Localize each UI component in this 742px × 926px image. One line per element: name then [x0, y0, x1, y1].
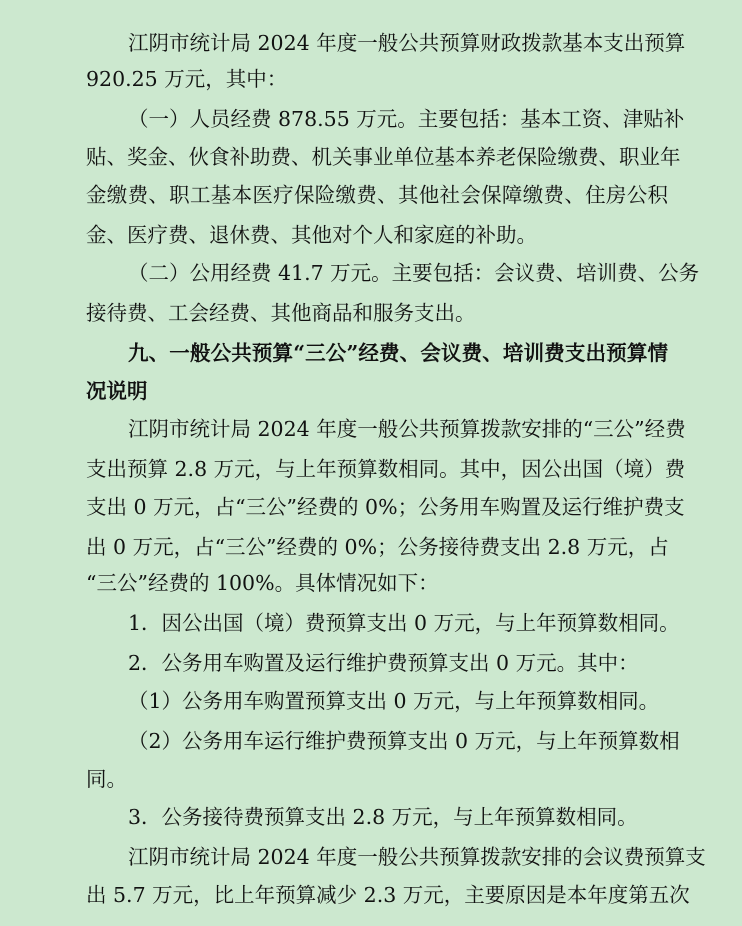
text-line-8: 接待费、工会经费、其他商品和服务支出。 — [86, 301, 476, 325]
text-line-20: 同。 — [86, 767, 127, 791]
text-line-17: 2．公务用车购置及运行维护费预算支出 0 万元。其中： — [128, 651, 639, 675]
text-line-14: 出 0 万元，占“三公”经费的 0%；公务接待费支出 2.8 万元，占 — [86, 535, 669, 559]
text-line-5: 金缴费、职工基本医疗保险缴费、其他社会保障缴费、住房公积 — [86, 183, 668, 207]
text-line-23: 出 5.7 万元，比上年预算减少 2.3 万元，主要原因是本年度第五次 — [86, 883, 690, 907]
text-line-16: 1．因公出国（境）费预算支出 0 万元，与上年预算数相同。 — [128, 611, 680, 635]
text-line-4: 贴、奖金、伙食补助费、机关事业单位基本养老保险缴费、职业年 — [86, 145, 681, 169]
section-heading-line-1: 九、一般公共预算“三公”经费、会议费、培训费支出预算情 — [128, 341, 668, 365]
text-line-15: “三公”经费的 100%。具体情况如下： — [86, 571, 439, 595]
text-line-19: （2）公务用车运行维护费预算支出 0 万元，与上年预算数相 — [128, 729, 680, 753]
text-line-7: （二）公用经费 41.7 万元。主要包括：会议费、培训费、公务 — [128, 261, 700, 285]
text-line-6: 金、医疗费、退休费、其他对个人和家庭的补助。 — [86, 223, 537, 247]
text-line-11: 江阴市统计局 2024 年度一般公共预算拨款安排的“三公”经费 — [128, 417, 686, 441]
text-line-13: 支出 0 万元，占“三公”经费的 0%；公务用车购置及运行维护费支 — [86, 495, 685, 519]
section-heading-line-2: 况说明 — [86, 379, 148, 403]
text-line-12: 支出预算 2.8 万元，与上年预算数相同。其中，因公出国（境）费 — [86, 457, 686, 481]
text-line-21: 3．公务接待费预算支出 2.8 万元，与上年预算数相同。 — [128, 805, 638, 829]
text-line-18: （1）公务用车购置预算支出 0 万元，与上年预算数相同。 — [128, 689, 660, 713]
text-line-2: 920.25 万元，其中： — [86, 67, 288, 91]
text-line-22: 江阴市统计局 2024 年度一般公共预算拨款安排的会议费预算支 — [128, 845, 706, 869]
text-line-1: 江阴市统计局 2024 年度一般公共预算财政拨款基本支出预算 — [128, 31, 686, 55]
text-line-3: （一）人员经费 878.55 万元。主要包括：基本工资、津贴补 — [128, 107, 685, 131]
